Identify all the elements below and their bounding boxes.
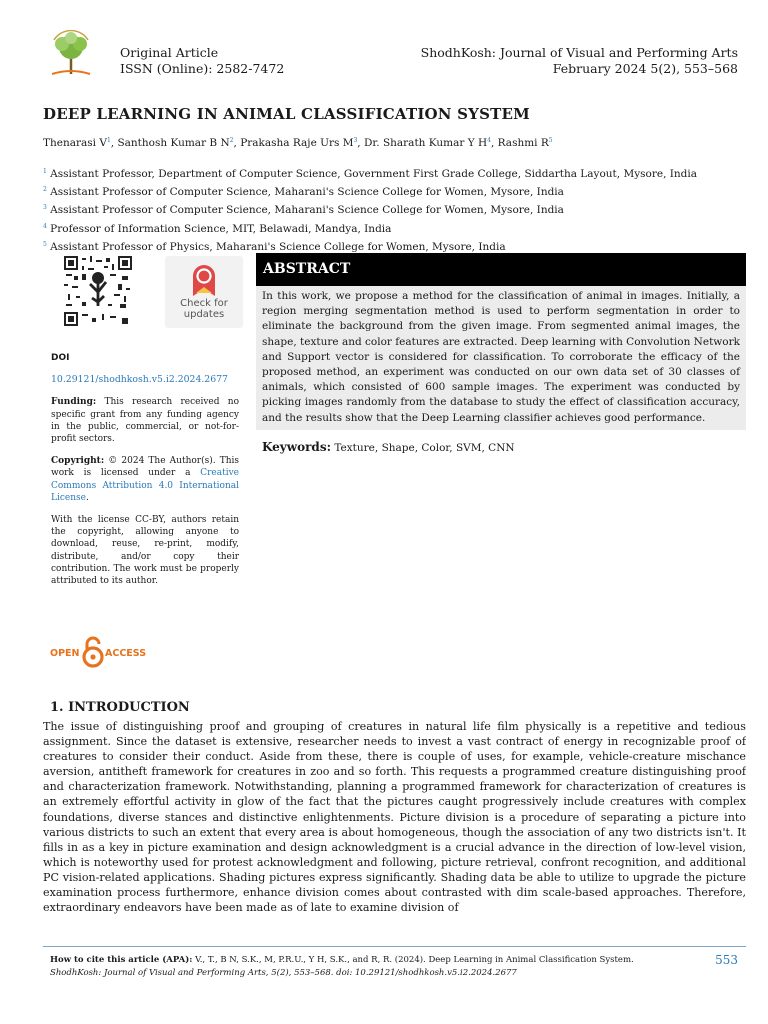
- license-link[interactable]: Creative Commons Attribution 4.0 International License: [51, 468, 239, 503]
- copyright-statement: Copyright: © 2024 The Author(s). This work is licensed under a Creative Commons Attribution 4.0 International License.: [51, 456, 239, 503]
- header-right: [421, 45, 738, 77]
- abstract-text: In this work, we propose a method for the classification of animal in images. Initially, a region merging segmentation method is used to perform segmentation in order to eliminate the background from the given image. From segmented animal images, the shape, texture and color features are extracted. Deep learning with Convolution Network and Support vector is considered for classification. To corroborate the efficacy of the proposed method, an experiment was conducted on our own data set of 30 classes of animals, which consisted of 600 sample images. The experiment was conducted by picking images randomly from the database to study the effect of classification accuracy, and the results show that the Deep Learning classifier achieves good performance.: [256, 286, 746, 430]
- author[interactable]: Dr. Sharath Kumar Y H: [363, 137, 488, 149]
- citation-block: [50, 954, 700, 980]
- article-info-column: [51, 352, 239, 597]
- author[interactable]: Rashmi R: [497, 137, 549, 149]
- funding-statement: Funding: This research received no specific grant from any funding agency in the public, commercial, or not-for-profit sectors.: [51, 397, 239, 445]
- article-type: Original Article: [120, 45, 219, 60]
- journal-issue: February 2024 5(2), 553–568: [552, 61, 738, 76]
- journal-name: ShodhKosh: Journal of Visual and Performing Arts: [420, 45, 738, 60]
- cite-label: How to cite this article (APA):: [50, 955, 193, 965]
- article-title: DEEP LEARNING IN ANIMAL CLASSIFICATION SYSTEM: [43, 105, 530, 123]
- cite-line2[interactable]: ShodhKosh: Journal of Visual and Performing Arts, 5(2), 553–568. doi: 10.29121/shodhkosh.v5.i2.2024.2677: [50, 968, 517, 978]
- header-left: [120, 45, 284, 77]
- author[interactable]: Thenarasi V: [43, 137, 107, 149]
- footer-divider: [43, 946, 746, 947]
- keywords-list: Texture, Shape, Color, SVM, CNN: [331, 442, 515, 454]
- doi-link[interactable]: 10.29121/shodhkosh.v5.i2.2024.2677: [51, 374, 228, 386]
- open-access-right: ACCESS: [105, 648, 147, 659]
- affiliation: $^4$ Professor of Information Science, MIT, Belawadi, Mandya, India: [43, 222, 392, 235]
- open-lock-icon: [82, 636, 104, 668]
- author-list: Thenarasi $V^1$, Santhosh Kumar B $N^2$, Prakasha Raje Urs $M^3$, Dr. Sharath Kumar Y $H^4$, Rashmi $R^5$: [43, 137, 553, 149]
- cite-text: V., T., B N, S.K., M, P.R.U., Y H, S.K., and R, R. (2024). Deep Learning in Animal Classification System.: [192, 955, 634, 965]
- affiliation: $^5$ Assistant Professor of Physics, Maharani's Science College for Women, Mysore, India: [43, 240, 506, 253]
- check-label-line2: updates: [183, 309, 225, 320]
- bookmark-icon: [190, 262, 218, 296]
- keywords: [262, 440, 515, 454]
- keywords-label: Keywords:: [262, 440, 332, 454]
- affiliations: [43, 164, 697, 255]
- qr-code-icon[interactable]: [64, 256, 132, 326]
- abstract-heading: ABSTRACT: [263, 261, 351, 277]
- author[interactable]: Santhosh Kumar B N: [117, 137, 230, 149]
- open-access-badge: [50, 636, 150, 668]
- page-number: 553: [715, 953, 738, 967]
- abstract-heading-bar: [256, 253, 746, 286]
- check-label-line1: Check for: [180, 298, 228, 309]
- section-heading-introduction: 1. INTRODUCTION: [50, 700, 190, 715]
- author[interactable]: Prakasha Raje Urs M: [240, 137, 354, 149]
- introduction-text: The issue of distinguishing proof and grouping of creatures in natural life film physically is a repetitive and tedious assignment. Since the dataset is extensive, researcher needs to invest a vast contract of energy in recognizable proof of creatures to consider their conduct. Aside from these, there is couple of uses, for example, vehicle-creature mischance aversion, antitheft framework for creatures in zoo and so forth. This requests a programmed creature distinguishing proof and characterization framework. Notwithstanding, planning a programmed framework for characterization of creatures is an extremely effortful activity in glow of the fact that the pictures caught progressively include creatures with complex foundations, diverse stances and distinctive enlightenments. Picture division is a procedure of separating a picture into various districts to such an extent that every area is about homogeneous, though the association of any two districts isn't. It fills in as a key in picture examination and design acknowledgment is a crucial advance in the direction of low-level vision, which is noteworthy used for protest acknowledgment and following, picture retrieval, confront recognition, and additional PC vision-related applications. Shading pictures express significantly. Shading data be able to utilize to upgrade the picture examination process furthermore, enhance division comes about contrasted with dim scale-based approaches. Therefore, extraordinary endeavors have been made as of late to examine division of: [43, 720, 746, 915]
- affiliation: $^3$ Assistant Professor of Computer Science, Maharani's Science College for Women, Mysore, India: [43, 204, 564, 217]
- open-access-left: OPEN: [50, 648, 80, 659]
- journal-logo: [40, 30, 102, 80]
- affiliation: $^2$ Assistant Professor of Computer Science, Maharani's Science College for Women, Mysore, India: [43, 186, 564, 199]
- license-text: With the license CC-BY, authors retain the copyright, allowing anyone to download, reuse, re-print, modify, distribute, and/or copy their contribution. The work must be properly attributed to its author.: [51, 515, 239, 587]
- check-for-updates-button[interactable]: [165, 256, 243, 328]
- affiliation: $^1$ Assistant Professor, Department of Computer Science, Government First Grade College, Siddartha Layout, Mysore, India: [43, 168, 697, 180]
- issn: ISSN (Online): 2582-7472: [120, 61, 285, 76]
- doi-label: DOI: [51, 353, 70, 363]
